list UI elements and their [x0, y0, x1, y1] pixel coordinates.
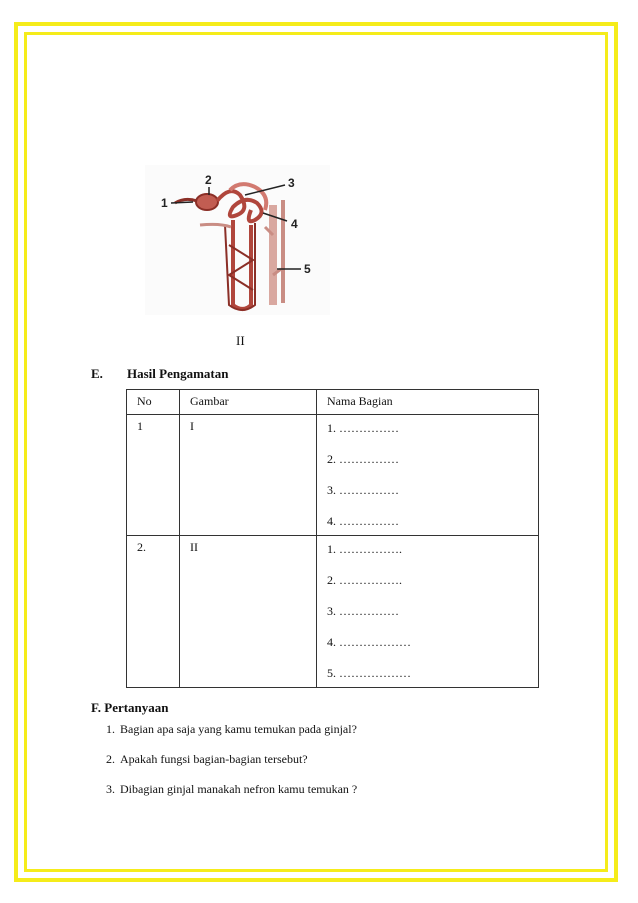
question-item: 2. Apakah fungsi bagian-bagian tersebut?: [118, 752, 588, 782]
cell-gambar: I: [180, 415, 317, 536]
header-no: No: [127, 390, 180, 415]
header-nama-bagian: Nama Bagian: [317, 390, 539, 415]
question-item: 1. Bagian apa saja yang kamu temukan pada ginjal?: [118, 722, 588, 752]
blank-item: 1. ……………: [327, 421, 399, 435]
question-item: 3. Dibagian ginjal manakah nefron kamu temukan ?: [118, 782, 588, 812]
blank-item: 1. …………….: [327, 542, 402, 556]
table-header-row: [127, 390, 539, 415]
cell-nama-bagian: [317, 536, 539, 688]
cell-gambar: II: [180, 536, 317, 688]
question-list: [96, 722, 588, 812]
callout-1: 1: [161, 196, 168, 210]
callout-4: 4: [291, 217, 298, 231]
section-f-heading: F. Pertanyaan: [91, 700, 169, 715]
table-row: [127, 415, 539, 536]
cell-nama-bagian: [317, 415, 539, 536]
blank-item: 4. ……………: [327, 514, 399, 528]
table-row: [127, 536, 539, 688]
blank-item: 2. ……………: [327, 452, 399, 466]
blank-item: 3. ……………: [327, 483, 399, 497]
figure-caption: II: [236, 333, 245, 348]
callout-3: 3: [288, 176, 295, 190]
observation-table: [126, 389, 539, 688]
nephron-diagram: [145, 165, 330, 315]
header-gambar: Gambar: [180, 390, 317, 415]
section-e-title: Hasil Pengamatan: [127, 366, 229, 381]
cell-no: 1: [127, 415, 180, 536]
cell-no: 2.: [127, 536, 180, 688]
callout-2: 2: [205, 173, 212, 187]
blank-item: 3. ……………: [327, 604, 399, 618]
callout-5: 5: [304, 262, 311, 276]
blank-item: 4. ………………: [327, 635, 411, 649]
section-e-letter: E.: [91, 366, 103, 381]
blank-item: 2. …………….: [327, 573, 402, 587]
blank-item: 5. ………………: [327, 666, 411, 680]
section-e-heading: [91, 366, 228, 382]
